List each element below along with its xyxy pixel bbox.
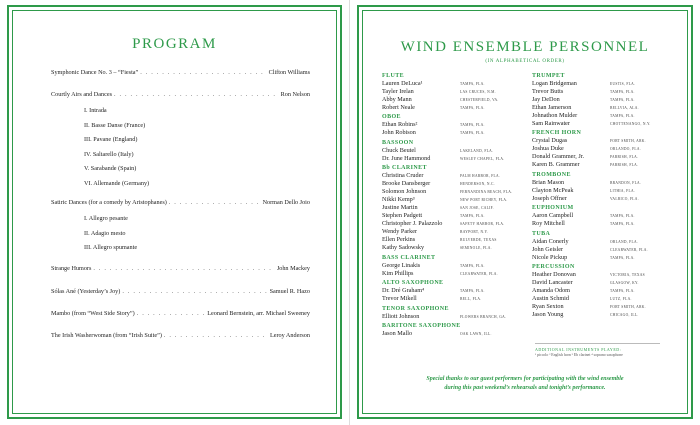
member-hometown: BAYPORT, N.Y.: [460, 230, 489, 234]
member-hometown: TAMPA, FLA.: [460, 131, 485, 135]
member-hometown: LUTZ, FLA.: [610, 297, 632, 301]
member-name: Nikki Kemp³: [382, 196, 415, 203]
member-row: [382, 188, 517, 196]
member-hometown: TAMPA, FLA.: [460, 123, 485, 127]
member-hometown: SEMINOLE, FLA.: [460, 246, 492, 250]
member-row: [532, 303, 667, 311]
member-name: George Linakis: [382, 261, 421, 269]
member-row: [382, 172, 517, 180]
member-name: Ethan Jamerson: [532, 103, 572, 111]
member-row: [532, 254, 667, 262]
member-row: [532, 238, 667, 246]
member-row: [382, 204, 517, 212]
composer: Clifton Williams: [268, 69, 310, 76]
member-hometown: WESLEY CHAPEL, FLA.: [460, 156, 505, 161]
member-row: [532, 212, 667, 220]
member-hometown: BELL, FLA.: [460, 297, 482, 301]
section-heading: Bb CLARINET: [382, 165, 427, 171]
member-hometown: CHICAGO, ILL.: [610, 313, 639, 317]
member-name: Dr. Dré Graham⁴: [382, 287, 425, 294]
member-hometown: VALRICO, FLA.: [610, 196, 639, 201]
member-name: Lauren DeLuca¹: [382, 79, 423, 87]
member-hometown: LAS CRUCES, N.M.: [460, 89, 496, 94]
member-name: Kim Phillips: [382, 269, 414, 277]
dot-leader: [137, 310, 206, 317]
member-hometown: VICTORIA, TEXAS: [610, 273, 645, 277]
section-heading: TROMBONE: [532, 171, 571, 178]
composer: Norman Dello Joio: [262, 199, 310, 206]
member-hometown: SAFETY HARBOR, FLA.: [460, 222, 505, 226]
member-name: Logan Bridgeman: [532, 79, 577, 87]
member-name: Sam Rainwater: [532, 119, 570, 127]
piece-title: Sólas Ané (Yesterday’s Joy): [51, 288, 121, 295]
member-row: [382, 330, 517, 338]
member-row: [532, 161, 667, 169]
movement: II. Adagio mesto: [84, 229, 126, 237]
personnel-page: [357, 5, 693, 419]
section-heading: FRENCH HORN: [532, 130, 582, 136]
member-hometown: ORLANDO, FLA.: [610, 147, 641, 151]
member-name: Nicole Pickup: [532, 253, 568, 261]
member-name: John Geisler: [532, 245, 564, 253]
section-heading: OBOE: [382, 114, 401, 120]
member-row: [382, 228, 517, 236]
member-hometown: TAMPA, FLA.: [610, 97, 635, 102]
personnel-subtitle: (IN ALPHABETICAL ORDER): [485, 59, 565, 64]
personnel-column-1: [382, 70, 517, 338]
member-row: [532, 153, 667, 161]
member-row: [532, 80, 667, 88]
piece-title: The Irish Washerwoman (from “Irish Suite”): [51, 332, 162, 339]
dot-leader: [122, 288, 267, 295]
member-hometown: TAMPA, FLA.: [610, 113, 635, 118]
member-row: [382, 262, 517, 270]
member-name: Austin Schmid: [532, 295, 569, 302]
member-row: [382, 155, 517, 163]
member-hometown: TAMPA, FLA.: [610, 214, 635, 218]
member-row: [382, 129, 517, 137]
member-hometown: NEW PORT RICHEY, FLA.: [460, 198, 508, 202]
section-heading: EUPHONIUM: [532, 205, 574, 211]
member-row: [532, 179, 667, 187]
member-row: [382, 80, 517, 88]
piece-title: Symphonic Dance No. 3 – “Fiesta”: [51, 69, 139, 76]
member-row: [532, 96, 667, 104]
member-row: [532, 187, 667, 195]
member-row: [532, 145, 667, 153]
member-name: Karen B. Grammer: [532, 161, 580, 168]
member-hometown: BULVERDE, TEXAS: [460, 238, 497, 242]
member-row: [382, 121, 517, 129]
member-name: Clayton McPeak: [532, 186, 574, 194]
piece-title: Strange Humors: [51, 265, 92, 272]
member-row: [382, 104, 517, 112]
member-hometown: CHESTERFIELD, VA.: [460, 97, 499, 102]
member-name: Jason Mallo: [382, 330, 413, 337]
dot-leader: [93, 265, 274, 272]
member-name: Tayler Irelan: [382, 87, 414, 95]
member-hometown: SAN JOSE, CALIF.: [460, 206, 494, 210]
member-row: [382, 236, 517, 244]
member-hometown: TAMPA, FLA.: [610, 89, 635, 94]
member-hometown: LITHIA, FLA.: [610, 188, 636, 193]
member-name: Ryan Sexton: [532, 303, 564, 310]
member-row: [382, 147, 517, 155]
piece-title: Satiric Dances (for a comedy by Aristophanes): [51, 199, 167, 206]
additional-instruments: [535, 343, 660, 357]
member-row: [532, 279, 667, 287]
member-hometown: HENDERSON, N.C.: [460, 182, 495, 186]
member-hometown: CLEARWATER, FLA.: [610, 247, 648, 252]
composer: Ron Nelson: [280, 91, 310, 98]
movement: IV. Saltarello (Italy): [84, 150, 134, 158]
member-row: [532, 287, 667, 295]
program-page: [7, 5, 342, 419]
member-row: [532, 120, 667, 128]
thanks-line: during this past weekend’s rehearsals and tonight’s performance.: [444, 385, 606, 391]
member-name: Trevor Butts: [532, 87, 564, 95]
section-heading: ALTO SAXOPHONE: [382, 280, 444, 286]
movement: V. Sarabande (Spain): [84, 165, 137, 172]
additional-instruments-heading: ADDITIONAL INSTRUMENTS PLAYED:: [535, 347, 622, 352]
composer: Leonard Bernstein, arr. Michael Sweeney: [207, 310, 310, 317]
member-row: [532, 311, 667, 319]
program-item: [51, 69, 310, 76]
member-row: [382, 220, 517, 228]
member-hometown: TAMPA, FLA.: [460, 214, 485, 218]
section-heading: BASSOON: [382, 139, 414, 146]
member-name: Aaron Campbell: [532, 212, 574, 219]
member-row: [382, 287, 517, 295]
member-hometown: OAK LAWN, ILL.: [460, 332, 492, 336]
member-name: Christopher J. Palazzolo: [382, 220, 443, 227]
member-hometown: FLOWERS BRANCH, GA.: [460, 314, 507, 319]
member-name: Jay DeDon: [532, 95, 560, 103]
composer: John Mackey: [276, 265, 310, 272]
member-row: [382, 313, 517, 321]
member-row: [532, 271, 667, 279]
member-name: Donald Grammer, Jr.: [532, 153, 584, 160]
member-name: Abby Mann: [382, 95, 412, 103]
member-row: [532, 104, 667, 112]
page-gutter: [349, 0, 350, 425]
member-name: Kathy Sadowsky: [382, 244, 425, 251]
member-name: Ethan Robins²: [382, 121, 418, 128]
member-name: Joshua Duke: [532, 145, 564, 152]
member-name: Roy Mitchell: [532, 220, 565, 227]
personnel-column-2: [532, 70, 667, 319]
dot-leader: [114, 91, 279, 98]
member-name: Joseph Offner: [532, 194, 567, 202]
member-hometown: BRANDON, FLA.: [610, 180, 642, 185]
personnel-title: WIND ENSEMBLE PERSONNEL: [400, 39, 650, 55]
section-heading: BARITONE SAXOPHONE: [382, 323, 461, 329]
member-name: Justine Martin: [382, 204, 418, 211]
member-hometown: TAMPA, FLA.: [610, 255, 635, 260]
member-row: [532, 112, 667, 120]
member-hometown: TAMPA, FLA.: [460, 289, 485, 293]
member-row: [532, 195, 667, 203]
dot-leader: [169, 199, 261, 206]
member-row: [382, 88, 517, 96]
member-name: Brian Mason: [532, 178, 565, 186]
member-hometown: ORLAND, FLA.: [610, 239, 639, 244]
dot-leader: [140, 69, 266, 76]
member-name: David Lancaster: [532, 279, 573, 286]
section-heading: TRUMPET: [532, 72, 565, 79]
member-name: John Robison: [382, 129, 416, 136]
member-row: [532, 88, 667, 96]
member-name: Johnathon Mulder: [532, 111, 578, 119]
piece-title: Courtly Airs and Dances: [51, 91, 113, 98]
program-item: [51, 265, 310, 272]
movement: III. Pavane (England): [84, 136, 138, 143]
member-hometown: CHOTTENANGO, N.Y.: [610, 121, 651, 126]
member-row: [382, 270, 517, 278]
section-heading: TUBA: [532, 230, 551, 237]
member-name: Elliott Johnson: [382, 312, 420, 320]
member-name: Wendy Parker: [382, 228, 418, 235]
thanks-line: Special thanks to our guest performers for participating with the wind ensemble: [426, 376, 624, 382]
movement: I. Allegro pesante: [84, 215, 128, 222]
member-name: Jason Young: [532, 311, 564, 318]
composer: Leroy Anderson: [269, 332, 310, 339]
member-hometown: PALM HARBOR, FLA.: [460, 174, 501, 178]
member-hometown: FERNANDINA BEACH, FLA.: [460, 190, 513, 194]
member-name: Solomon Johnson: [382, 188, 427, 195]
member-row: [532, 246, 667, 254]
member-hometown: CLEARWATER, FLA.: [460, 271, 498, 276]
movement: VI. Allemande (Germany): [84, 179, 150, 187]
program-item: [51, 199, 310, 206]
section-heading: FLUTE: [382, 72, 405, 79]
member-name: Heather Donovan: [532, 271, 576, 278]
member-hometown: TAMPA, FLA.: [460, 81, 485, 86]
member-name: Brooke Dansberger: [382, 180, 431, 187]
member-row: [532, 220, 667, 228]
member-name: Christina Cruder: [382, 172, 424, 179]
member-name: Ellen Perkins: [382, 236, 416, 243]
movement: II. Basse Danse (France): [84, 121, 146, 129]
member-name: Robert Neale: [382, 103, 415, 111]
member-name: Amanda Odom: [532, 287, 570, 294]
member-row: [382, 96, 517, 104]
member-row: [382, 212, 517, 220]
member-row: [382, 196, 517, 204]
member-name: Stephen Padgett: [382, 212, 423, 219]
member-hometown: EUSTIS, FLA.: [610, 81, 636, 86]
member-row: [532, 295, 667, 303]
thanks-note: [379, 375, 671, 393]
program-item: [51, 310, 310, 317]
movement: III. Allegro spumante: [84, 244, 138, 251]
movement: I. Intrada: [84, 107, 107, 114]
program-title: PROGRAM: [132, 36, 217, 52]
member-hometown: LAKELAND, FLA.: [460, 148, 494, 153]
section-heading: BASS CLARINET: [382, 254, 436, 261]
member-name: Crystal Dugas: [532, 137, 568, 144]
program-item: [51, 288, 310, 295]
member-hometown: FORT SMITH, ARK.: [610, 139, 646, 143]
section-heading: PERCUSSION: [532, 264, 575, 270]
member-hometown: TAMPA, FLA.: [610, 289, 635, 293]
divider: [535, 343, 660, 344]
section-heading: TENOR SAXOPHONE: [382, 305, 449, 312]
member-hometown: TAMPA, FLA.: [460, 263, 485, 268]
member-name: Aidan Conerly: [532, 237, 569, 245]
member-name: Dr. June Hammond: [382, 154, 431, 162]
member-row: [382, 295, 517, 303]
dot-leader: [164, 332, 268, 339]
program-item: [51, 332, 310, 339]
member-row: [532, 137, 667, 145]
member-hometown: GLASGOW, KY.: [610, 281, 639, 285]
member-row: [382, 244, 517, 252]
member-hometown: BELLVIA, ALA.: [610, 105, 639, 110]
member-hometown: FORT SMITH, ARK.: [610, 305, 646, 309]
piece-title: Mambo (from “West Side Story”): [51, 310, 135, 317]
program-item: [51, 91, 310, 98]
additional-instruments-list: ¹ piccolo ² English horn ³ Eb clarinet ⁴ soprano saxophone: [535, 353, 623, 357]
member-row: [382, 180, 517, 188]
member-hometown: TAMPA, FLA.: [610, 222, 635, 226]
member-hometown: PARRISH, FLA.: [610, 163, 639, 167]
member-name: Trevor Mikell: [382, 295, 417, 302]
composer: Samuel R. Hazo: [269, 288, 310, 295]
member-hometown: PARRISH, FLA.: [610, 155, 639, 159]
member-hometown: TAMPA, FLA.: [460, 105, 485, 110]
member-name: Chuck Beutel: [382, 146, 416, 154]
